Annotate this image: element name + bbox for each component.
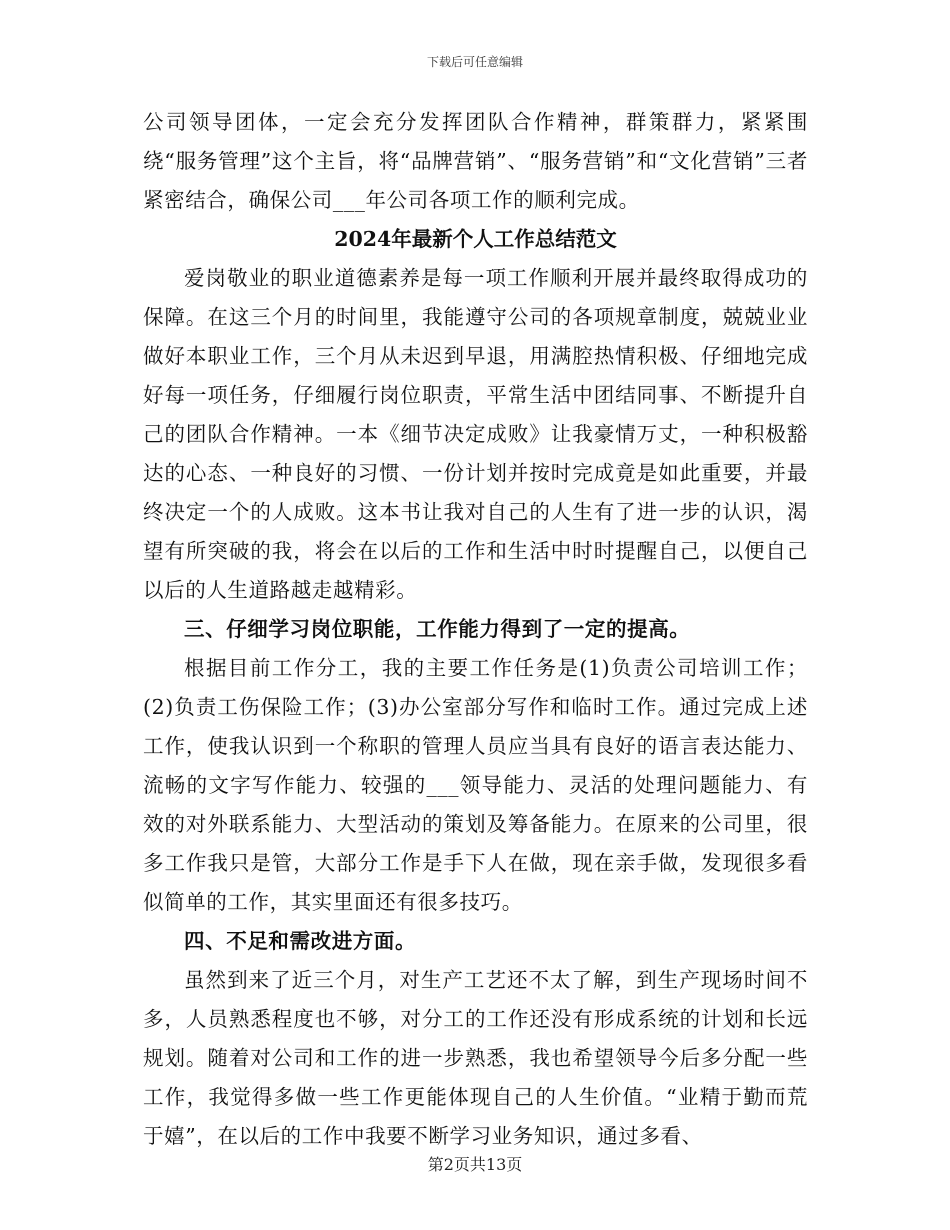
section-heading-four: 四、不足和需改进方面。 <box>184 929 417 953</box>
page-header-note: 下载后可任意编辑 <box>426 55 523 69</box>
paragraph-job-duties: 根据目前工作分工，我的主要工作任务是(1)负责公司培训工作；(2)负责工伤保险工作；(3)办公室部分写作和临时工作。通过完成上述工作，使我认识到一个称职的管理人员应当具有良好的语言表达能力、流畅的文字写作能力、较强的___领导能力、灵活的处理问题能力、有效的对外联系能力、大型活动的策划及筹备能力。在原来的公司里，很多工作我只是管，大部分工作是手下人在做，现在亲手做，发现很多看似简单的工作，其实里面还有很多技巧。 <box>143 656 808 914</box>
paragraph-improvements: 虽然到来了近三个月，对生产工艺还不太了解，到生产现场时间不多，人员熟悉程度也不够，对分工的工作还没有形成系统的计划和长远规划。随着对公司和工作的进一步熟悉，我也希望领导今后多分配一些工作，我觉得多做一些工作更能体现自己的人生价值。“业精于勤而荒于嬉”，在以后的工作中我要不断学习业务知识，通过多看、 <box>143 968 808 1148</box>
section-heading-three: 三、仔细学习岗位职能，工作能力得到了一定的提高。 <box>184 617 691 641</box>
paragraph-continuation: 公司领导团体，一定会充分发挥团队合作精神，群策群力，紧紧围绕“服务管理”这个主旨，将“品牌营销”、“服务营销”和“文化营销”三者紧密结合，确保公司___年公司各项工作的顺利完成。 <box>143 110 808 212</box>
document-title: 2024年最新个人工作总结范文 <box>334 227 617 251</box>
paragraph-professional-ethics: 爱岗敬业的职业道德素养是每一项工作顺利开展并最终取得成功的保障。在这三个月的时间里，我能遵守公司的各项规章制度，兢兢业业做好本职业工作，三个月从未迟到早退，用满腔热情积极、仔细地完成好每一项任务，仔细履行岗位职责，平常生活中团结同事、不断提升自己的团队合作精神。一本《细节决定成败》让我豪情万丈，一种积极豁达的心态、一种良好的习惯、一份计划并按时完成竟是如此重要，并最终决定一个的人成败。这本书让我对自己的人生有了进一步的认识，渴望有所突破的我，将会在以后的工作和生活中时时提醒自己，以便自己以后的人生道路越走越精彩。 <box>143 266 808 602</box>
document-body <box>143 103 808 1156</box>
page-number-footer: 第2页共13页 <box>427 1155 523 1174</box>
